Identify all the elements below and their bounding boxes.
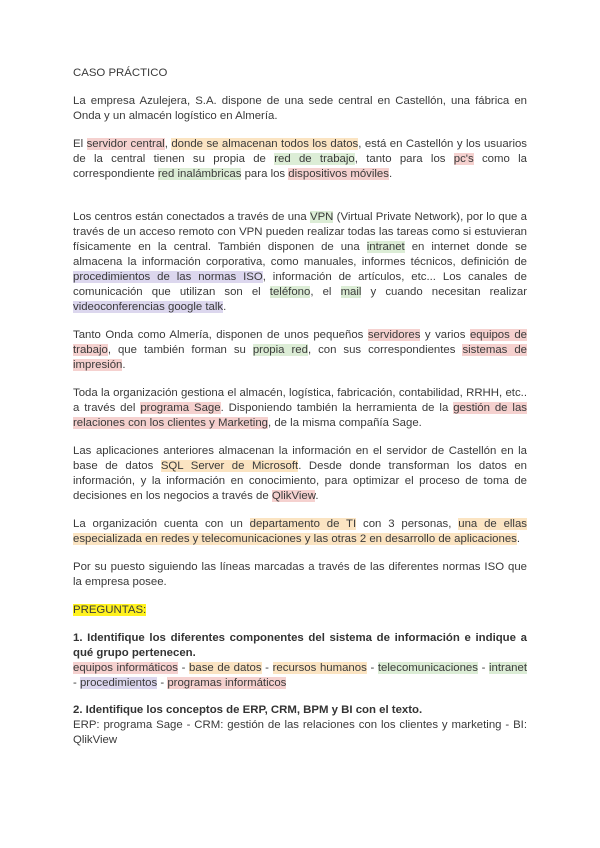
case-title: CASO PRÁCTICO — [73, 67, 168, 79]
answer-2: ERP: programa Sage - CRM: gestión de las relaciones con los clientes y marketing - BI: QlikView — [73, 719, 527, 746]
answer-procedimientos: procedimientos — [79, 677, 158, 689]
answer-telecomunicaciones: telecomunicaciones — [377, 662, 478, 674]
highlight-servidores: servidores — [367, 329, 421, 341]
paragraph-vpn: Los centros están conectados a través de una VPN (Virtual Private Network), por lo que a través de un acceso remoto con VPN pueden realizar todas las tareas como si estuvieran físicamente en la central. También disponen de una intranet en internet donde se almacena la información corporativa, como manuales, informes técnicos, definición de procedimientos de las normas ISO, información de artículos, etc... Los canales de comunicación que utilizan son el teléfono, el mail y cuando necesitan realizar videoconferencias google talk. — [73, 211, 527, 313]
highlight-vpn: VPN — [309, 211, 334, 223]
highlight-red-inalambrica: red inalámbricas — [157, 168, 242, 180]
answer-equipos-informaticos: equipos informáticos — [73, 662, 178, 674]
question-2: 2. Identifique los conceptos de ERP, CRM, BPM y BI con el texto. — [73, 704, 423, 716]
highlight-pcs: pc's — [453, 153, 474, 165]
highlight-intranet: intranet — [366, 241, 405, 253]
paragraph-iso: Por su puesto siguiendo las líneas marcadas a través de las diferentes normas ISO que la empresa posee. — [73, 561, 527, 588]
highlight-qlikview: QlikView — [271, 490, 316, 502]
paragraph-onda-almeria: Tanto Onda como Almería, disponen de unos pequeños servidores y varios equipos de trabajo, que también forman su propia red, con sus correspondientes sistemas de impresión. — [73, 329, 528, 371]
highlight-gestion-clientes: gestión de las relaciones con los clientes y Marketing — [73, 402, 527, 429]
paragraph-company: La empresa Azulejera, S.A. dispone de una sede central en Castellón, una fábrica en Onda y un almacén logístico en Almería. — [73, 95, 527, 122]
answer-intranet: intranet — [489, 662, 528, 674]
highlight-dispositivos-moviles: dispositivos móviles — [288, 168, 389, 180]
highlight-equipos-trabajo: equipos de trabajo — [73, 329, 527, 356]
document-content — [73, 66, 527, 760]
questions-heading — [73, 603, 527, 618]
paragraph-sage: Toda la organización gestiona el almacén, logística, fabricación, contabilidad, RRHH, etc.. a través del programa Sage. Disponiendo también la herramienta de la gestión de las relaciones con los clientes y Marketing, de la misma compañía Sage. — [73, 387, 527, 429]
highlight-especialistas: una de ellas especializada en redes y telecomunicaciones y las otras 2 en desarrollo de aplicaciones — [73, 518, 527, 545]
highlight-telefono: teléfono — [269, 286, 311, 298]
answer-base-datos: base de datos — [189, 662, 262, 674]
paragraph-it-department: La organización cuenta con un departamento de TI con 3 personas, una de ellas especializada en redes y telecomunicaciones y las otras 2 en desarrollo de aplicaciones. — [73, 518, 527, 545]
highlight-videoconferencias: videoconferencias google talk — [73, 301, 224, 313]
paragraph-sql-server: Las aplicaciones anteriores almacenan la información en el servidor de Castellón en la base de datos SQL Server de Microsoft. Desde donde transforman los datos en información, y la información en conocimiento, para optimizar el proceso de toma de decisiones en los negocios a través de QlikView. — [73, 445, 527, 502]
highlight-propia-red: propia red — [252, 344, 308, 356]
highlight-sistemas-impresion: sistemas de impresión — [73, 344, 528, 371]
question-1: 1. Identifique los diferentes componentes del sistema de información e indique a qué grupo pertenecen. — [73, 632, 527, 659]
highlight-mail: mail — [340, 286, 362, 298]
highlight-programa-sage: programa Sage — [140, 402, 221, 414]
highlight-departamento-ti: departamento de TI — [249, 518, 357, 530]
highlight-servidor-central: servidor central — [86, 138, 165, 150]
highlight-preguntas: PREGUNTAS: — [73, 604, 147, 616]
answer-recursos-humanos: recursos humanos — [272, 662, 367, 674]
highlight-almacen-datos: donde se almacenan todos los datos — [171, 138, 359, 150]
highlight-red-trabajo: red de trabajo — [274, 153, 355, 165]
paragraph-server: El servidor central, donde se almacenan todos los datos, está en Castellón y los usuarios de la central tienen su propia de red de trabajo, tanto para los pc's como la correspondiente red inalámbricas para los dispositivos móviles. — [73, 138, 528, 180]
answer-programas-informaticos: programas informáticos — [167, 677, 287, 689]
highlight-procedimientos-iso: procedimientos de las normas ISO — [73, 271, 263, 283]
highlight-sql-server: SQL Server de Microsoft — [160, 460, 299, 472]
answer-1: equipos informáticos - base de datos - recursos humanos - telecomunicaciones - intranet - procedimientos - programas informáticos — [73, 662, 528, 689]
